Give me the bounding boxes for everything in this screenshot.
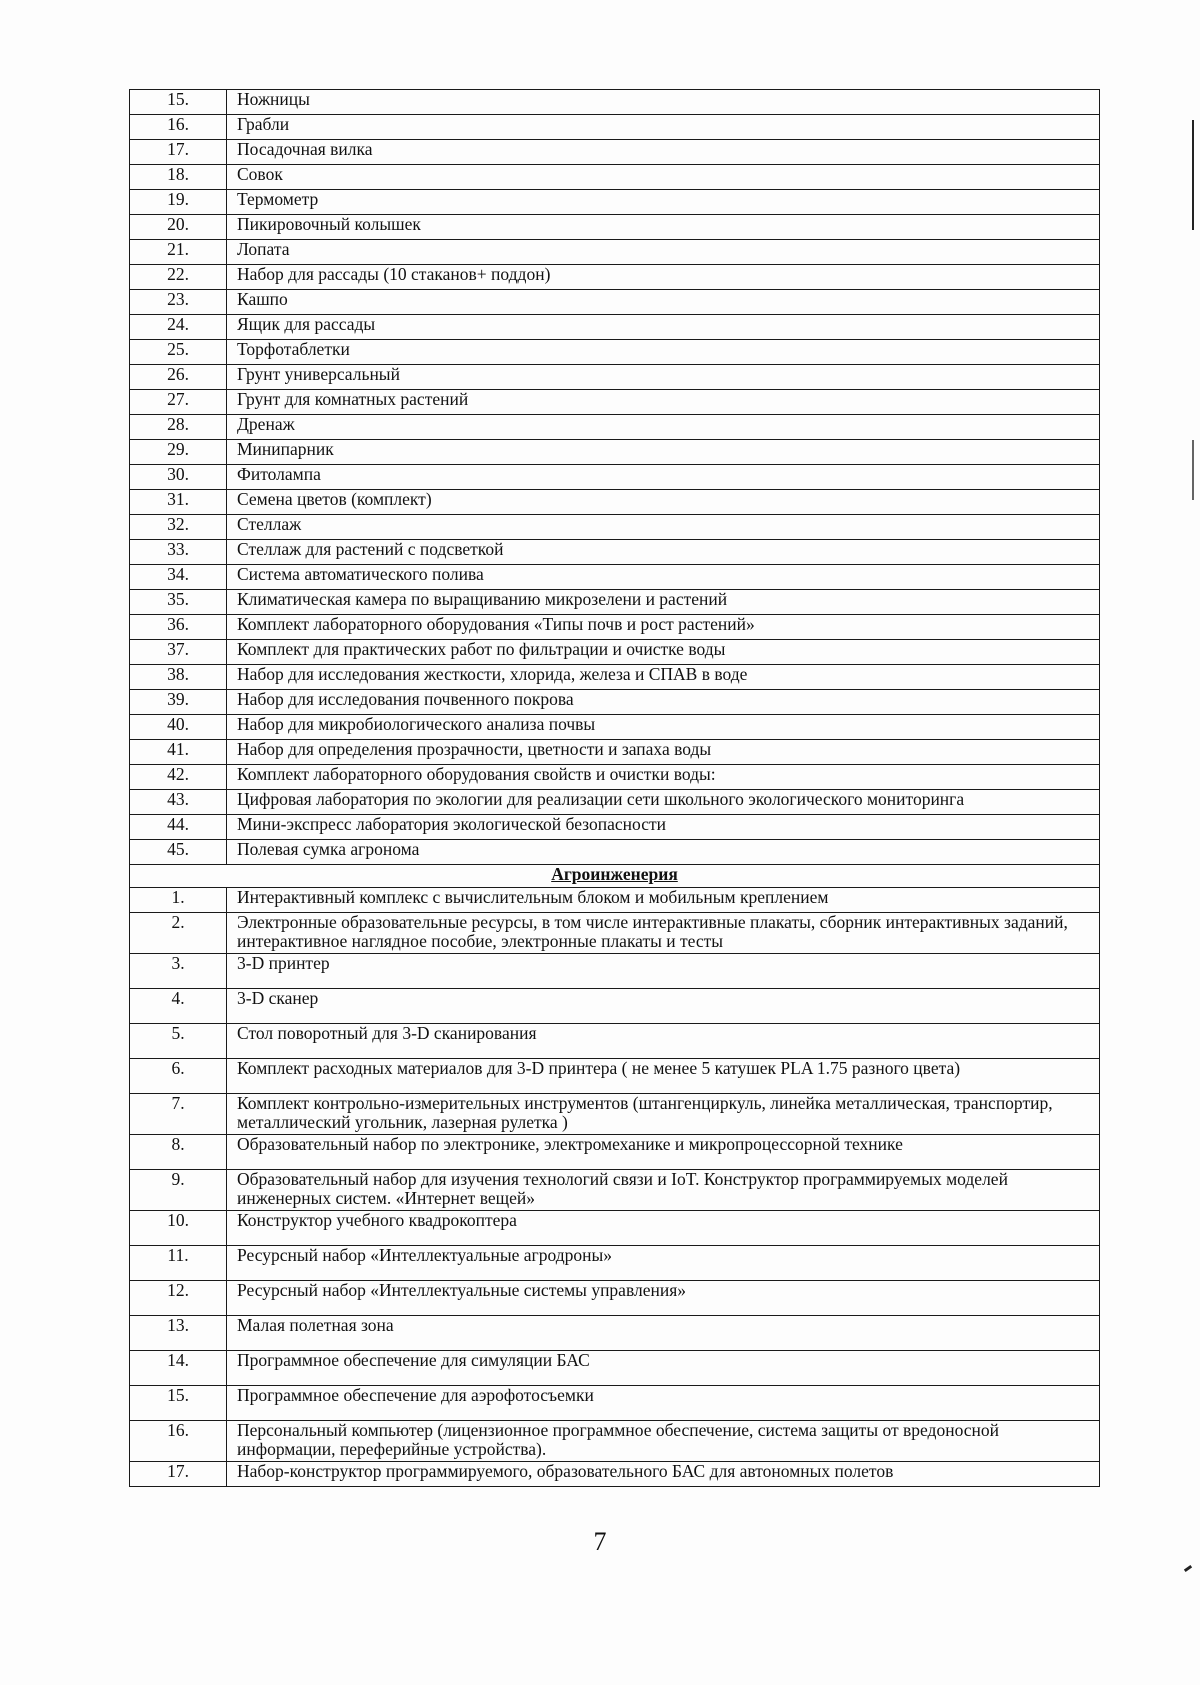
- item-name-cell: Грунт универсальный: [227, 365, 1100, 390]
- item-name-cell: Кашпо: [227, 290, 1100, 315]
- item-name-cell: Семена цветов (комплект): [227, 490, 1100, 515]
- table-row: [130, 1421, 1100, 1462]
- item-name-cell: Комплект лабораторного оборудования свойств и очистки воды:: [227, 765, 1100, 790]
- table-row: [130, 1281, 1100, 1316]
- table-row: [130, 140, 1100, 165]
- row-number-cell: 2.: [130, 913, 227, 954]
- row-number-cell: 43.: [130, 790, 227, 815]
- table-row: [130, 840, 1100, 865]
- row-number-cell: 29.: [130, 440, 227, 465]
- table-row: [130, 265, 1100, 290]
- table-row: [130, 90, 1100, 115]
- item-name-cell: Конструктор учебного квадрокоптера: [227, 1211, 1100, 1246]
- row-number-cell: 15.: [130, 1386, 227, 1421]
- row-number-cell: 42.: [130, 765, 227, 790]
- item-name-cell: 3-D сканер: [227, 989, 1100, 1024]
- item-name-cell: Образовательный набор по электронике, электромеханике и микропроцессорной технике: [227, 1135, 1100, 1170]
- equipment-table: [129, 89, 1100, 1487]
- row-number-cell: 8.: [130, 1135, 227, 1170]
- item-name-cell: 3-D принтер: [227, 954, 1100, 989]
- row-number-cell: 25.: [130, 340, 227, 365]
- row-number-cell: 9.: [130, 1170, 227, 1211]
- row-number-cell: 14.: [130, 1351, 227, 1386]
- row-number-cell: 3.: [130, 954, 227, 989]
- table-row: [130, 1211, 1100, 1246]
- item-name-cell: Ресурсный набор «Интеллектуальные системы управления»: [227, 1281, 1100, 1316]
- row-number-cell: 44.: [130, 815, 227, 840]
- table-row: [130, 1316, 1100, 1351]
- table-row: [130, 715, 1100, 740]
- table-row: [130, 290, 1100, 315]
- table-row: [130, 390, 1100, 415]
- item-name-cell: Комплект лабораторного оборудования «Типы почв и рост растений»: [227, 615, 1100, 640]
- table-row: [130, 565, 1100, 590]
- row-number-cell: 32.: [130, 515, 227, 540]
- row-number-cell: 34.: [130, 565, 227, 590]
- row-number-cell: 26.: [130, 365, 227, 390]
- row-number-cell: 18.: [130, 165, 227, 190]
- row-number-cell: 24.: [130, 315, 227, 340]
- scan-artifact: [1192, 120, 1194, 230]
- item-name-cell: Климатическая камера по выращиванию микрозелени и растений: [227, 590, 1100, 615]
- item-name-cell: Цифровая лаборатория по экологии для реализации сети школьного экологического мониторинга: [227, 790, 1100, 815]
- item-name-cell: Грабли: [227, 115, 1100, 140]
- table-row: [130, 165, 1100, 190]
- item-name-cell: Посадочная вилка: [227, 140, 1100, 165]
- item-name-cell: Комплект для практических работ по фильтрации и очистке воды: [227, 640, 1100, 665]
- table-row: [130, 240, 1100, 265]
- row-number-cell: 23.: [130, 290, 227, 315]
- item-name-cell: Набор для исследования почвенного покрова: [227, 690, 1100, 715]
- table-row: [130, 790, 1100, 815]
- table-row: [130, 954, 1100, 989]
- item-name-cell: Мини-экспресс лаборатория экологической безопасности: [227, 815, 1100, 840]
- item-name-cell: Стеллаж: [227, 515, 1100, 540]
- table-row: [130, 690, 1100, 715]
- table-row: [130, 1246, 1100, 1281]
- item-name-cell: Малая полетная зона: [227, 1316, 1100, 1351]
- row-number-cell: 1.: [130, 888, 227, 913]
- table-row: [130, 665, 1100, 690]
- table-row: [130, 815, 1100, 840]
- table-row: [130, 215, 1100, 240]
- table-row: [130, 415, 1100, 440]
- table-row: [130, 1170, 1100, 1211]
- item-name-cell: Набор для рассады (10 стаканов+ поддон): [227, 265, 1100, 290]
- table-row: [130, 515, 1100, 540]
- table-row: [130, 465, 1100, 490]
- item-name-cell: Минипарник: [227, 440, 1100, 465]
- table-row: [130, 913, 1100, 954]
- table-row: [130, 1059, 1100, 1094]
- item-name-cell: Набор для определения прозрачности, цветности и запаха воды: [227, 740, 1100, 765]
- item-name-cell: Программное обеспечение для аэрофотосъемки: [227, 1386, 1100, 1421]
- item-name-cell: Программное обеспечение для симуляции БАС: [227, 1351, 1100, 1386]
- row-number-cell: 45.: [130, 840, 227, 865]
- item-name-cell: Совок: [227, 165, 1100, 190]
- table-row: [130, 340, 1100, 365]
- table-row: [130, 590, 1100, 615]
- scan-artifact: [1184, 1565, 1192, 1572]
- row-number-cell: 27.: [130, 390, 227, 415]
- row-number-cell: 36.: [130, 615, 227, 640]
- row-number-cell: 19.: [130, 190, 227, 215]
- item-name-cell: Ресурсный набор «Интеллектуальные агродроны»: [227, 1246, 1100, 1281]
- section-heading: Агроинженерия: [130, 865, 1100, 888]
- row-number-cell: 11.: [130, 1246, 227, 1281]
- table-row: [130, 490, 1100, 515]
- row-number-cell: 6.: [130, 1059, 227, 1094]
- row-number-cell: 37.: [130, 640, 227, 665]
- row-number-cell: 7.: [130, 1094, 227, 1135]
- row-number-cell: 16.: [130, 1421, 227, 1462]
- table-row: [130, 740, 1100, 765]
- item-name-cell: Электронные образовательные ресурсы, в том числе интерактивные плакаты, сборник интерактивных заданий, интерактивное наглядное пособие, электронные плакаты и тесты: [227, 913, 1100, 954]
- table-row: [130, 440, 1100, 465]
- table-row: [130, 989, 1100, 1024]
- row-number-cell: 38.: [130, 665, 227, 690]
- item-name-cell: Дренаж: [227, 415, 1100, 440]
- item-name-cell: Комплект расходных материалов для 3-D принтера ( не менее 5 катушек PLA 1.75 разного цвета): [227, 1059, 1100, 1094]
- equipment-table-container: [129, 89, 1100, 1487]
- table-row: [130, 1386, 1100, 1421]
- row-number-cell: 28.: [130, 415, 227, 440]
- equipment-table-body: [130, 90, 1100, 1487]
- table-row: [130, 888, 1100, 913]
- row-number-cell: 35.: [130, 590, 227, 615]
- item-name-cell: Ящик для рассады: [227, 315, 1100, 340]
- row-number-cell: 4.: [130, 989, 227, 1024]
- item-name-cell: Набор-конструктор программируемого, образовательного БАС для автономных полетов: [227, 1462, 1100, 1487]
- item-name-cell: Грунт для комнатных растений: [227, 390, 1100, 415]
- row-number-cell: 12.: [130, 1281, 227, 1316]
- row-number-cell: 13.: [130, 1316, 227, 1351]
- table-row: [130, 1024, 1100, 1059]
- row-number-cell: 17.: [130, 1462, 227, 1487]
- item-name-cell: Персональный компьютер (лицензионное программное обеспечение, система защиты от вредоносной информации, переферийные устройства).: [227, 1421, 1100, 1462]
- table-row: [130, 1462, 1100, 1487]
- row-number-cell: 40.: [130, 715, 227, 740]
- item-name-cell: Термометр: [227, 190, 1100, 215]
- table-row: [130, 1351, 1100, 1386]
- item-name-cell: Полевая сумка агронома: [227, 840, 1100, 865]
- item-name-cell: Набор для исследования жесткости, хлорида, железа и СПАВ в воде: [227, 665, 1100, 690]
- table-row: [130, 115, 1100, 140]
- row-number-cell: 16.: [130, 115, 227, 140]
- item-name-cell: Фитолампа: [227, 465, 1100, 490]
- scan-artifact: [1192, 440, 1194, 500]
- table-row: [130, 765, 1100, 790]
- row-number-cell: 22.: [130, 265, 227, 290]
- item-name-cell: Стол поворотный для 3-D сканирования: [227, 1024, 1100, 1059]
- section-heading-row: [130, 865, 1100, 888]
- row-number-cell: 20.: [130, 215, 227, 240]
- table-row: [130, 540, 1100, 565]
- row-number-cell: 39.: [130, 690, 227, 715]
- row-number-cell: 33.: [130, 540, 227, 565]
- table-row: [130, 1135, 1100, 1170]
- item-name-cell: Пикировочный колышек: [227, 215, 1100, 240]
- page-number: 7: [593, 1527, 607, 1556]
- item-name-cell: Интерактивный комплекс с вычислительным блоком и мобильным креплением: [227, 888, 1100, 913]
- row-number-cell: 21.: [130, 240, 227, 265]
- table-row: [130, 640, 1100, 665]
- table-row: [130, 315, 1100, 340]
- row-number-cell: 10.: [130, 1211, 227, 1246]
- item-name-cell: Комплект контрольно-измерительных инструментов (штангенциркуль, линейка металлическая, транспортир, металлический угольник, лазерная рулетка ): [227, 1094, 1100, 1135]
- table-row: [130, 1094, 1100, 1135]
- table-row: [130, 365, 1100, 390]
- item-name-cell: Торфотаблетки: [227, 340, 1100, 365]
- item-name-cell: Лопата: [227, 240, 1100, 265]
- item-name-cell: Набор для микробиологического анализа почвы: [227, 715, 1100, 740]
- row-number-cell: 15.: [130, 90, 227, 115]
- row-number-cell: 5.: [130, 1024, 227, 1059]
- item-name-cell: Ножницы: [227, 90, 1100, 115]
- row-number-cell: 30.: [130, 465, 227, 490]
- item-name-cell: Система автоматического полива: [227, 565, 1100, 590]
- row-number-cell: 31.: [130, 490, 227, 515]
- table-row: [130, 615, 1100, 640]
- table-row: [130, 190, 1100, 215]
- row-number-cell: 17.: [130, 140, 227, 165]
- item-name-cell: Образовательный набор для изучения технологий связи и IoT. Конструктор программируемых моделей инженерных систем. «Интернет вещей»: [227, 1170, 1100, 1211]
- row-number-cell: 41.: [130, 740, 227, 765]
- item-name-cell: Стеллаж для растений с подсветкой: [227, 540, 1100, 565]
